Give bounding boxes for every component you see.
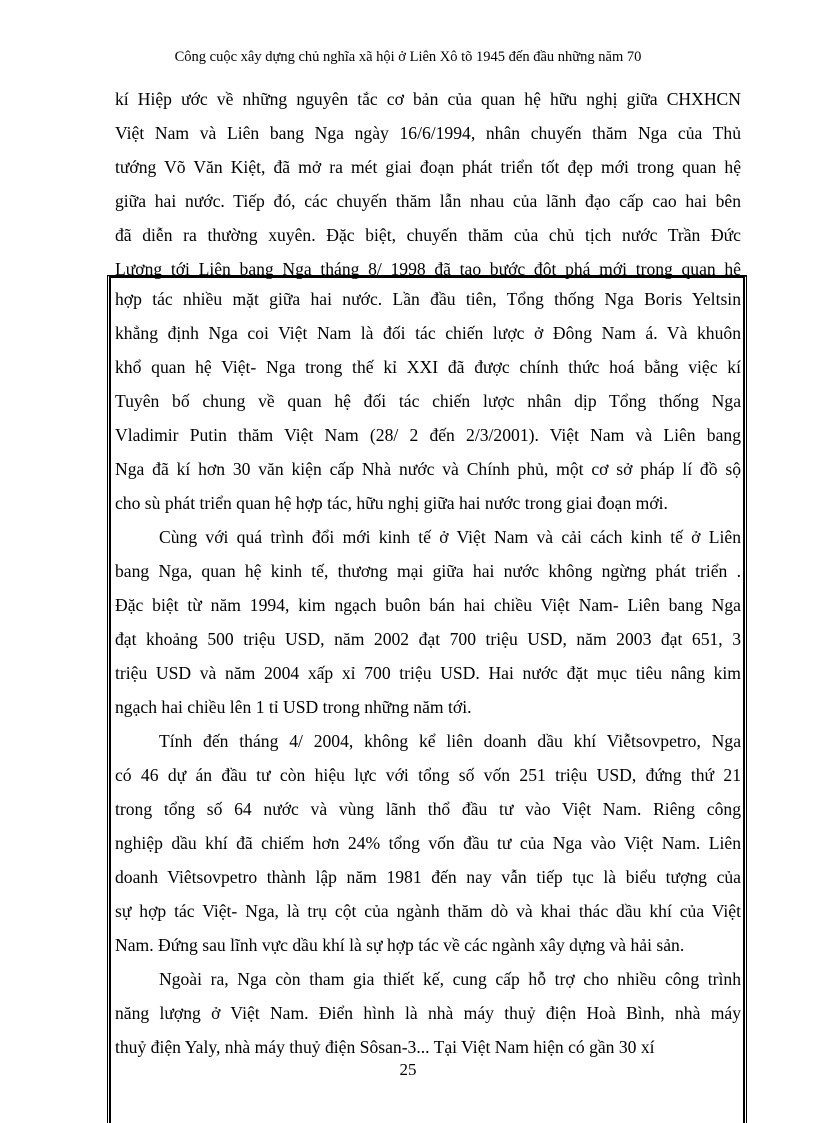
text-line: cho sù phát triển quan hệ hợp tác, hữu nghị giữa hai nước trong giai đoạn mới. [115,493,668,513]
text-line: khẳng định Nga coi Việt Nam là đối tác chiến lược ở Đông Nam á. Và khuôn [115,323,741,343]
text-line: bang Nga, quan hệ kinh tế, thương mại giữa hai nước không ngừng phát triển . [115,561,741,581]
text-line: Ngoài ra, Nga còn tham gia thiết kế, cung cấp hỗ trợ cho nhiều công trình [159,969,741,989]
text-line: Việt Nam và Liên bang Nga ngày 16/6/1994, nhân chuyến thăm Nga của Thủ [115,123,741,143]
page-border-inner-left [110,278,111,1123]
text-line: doanh Viêtsovpetro thành lập năm 1981 đến nay vẫn tiếp tục là biểu tượng của [115,867,741,887]
text-line: hợp tác nhiều mặt giữa hai nước. Lần đầu tiên, Tổng thống Nga Boris Yeltsin [115,289,741,309]
paragraph [115,282,741,520]
text-line: tướng Võ Văn Kiệt, đã mở ra mét giai đoạn phát triển tốt đẹp mới trong quan hệ [115,157,741,177]
text-line: trong tổng số 64 nước và vùng lãnh thổ đầu tư vào Việt Nam. Riêng công [115,799,741,819]
paragraph [115,962,741,1064]
framed-body-text [115,282,741,1064]
text-line: Cùng với quá trình đổi mới kinh tế ở Việt Nam và cải cách kinh tế ở Liên [159,527,741,547]
text-line: khổ quan hệ Việt- Nga trong thế kỉ XXI đã được chính thức hoá bằng việc kí [115,357,741,377]
text-line: Lương tới Liên bang Nga tháng 8/ 1998 đã tạo bước đột phá mới trong quan hệ [115,259,741,279]
text-line: ngạch hai chiều lên 1 tỉ USD trong những năm tới. [115,697,472,717]
text-line: đạt khoảng 500 triệu USD, năm 2002 đạt 700 triệu USD, năm 2003 đạt 651, 3 [115,629,741,649]
top-paragraph [115,82,741,286]
running-header: Công cuộc xây dựng chủ nghĩa xã hội ở Liên Xô tõ 1945 đến đầu những năm 70 [174,49,642,65]
text-line: năng lượng ở Việt Nam. Điển hình là nhà máy thuỷ điện Hoà Bình, nhà máy [115,1003,741,1023]
text-line: Vladimir Putin thăm Việt Nam (28/ 2 đến 2/3/2001). Việt Nam và Liên bang [115,425,741,445]
text-line: có 46 dự án đầu tư còn hiệu lực với tổng số vốn 251 triệu USD, đứng thứ 21 [115,765,741,785]
page-number: 25 [399,1060,417,1079]
text-line: đã diễn ra thường xuyên. Đặc biệt, chuyến thăm của chủ tịch nước Trần Đức [115,225,741,245]
text-line: kí Hiệp ước về những nguyên tắc cơ bản của quan hệ hữu nghị giữa CHXHCN [115,89,741,109]
text-line: Nga đã kí hơn 30 văn kiện cấp Nhà nước và Chính phủ, một cơ sở pháp lí đồ sộ [115,459,741,479]
paragraph [115,724,741,962]
text-line: giữa hai nước. Tiếp đó, các chuyến thăm lẫn nhau của lãnh đạo cấp cao hai bên [115,191,741,211]
text-line: sự hợp tác Việt- Nga, là trụ cột của ngành thăm dò và khai thác dầu khí của Việt [115,901,741,921]
text-line: Nam. Đứng sau lĩnh vực dầu khí là sự hợp tác về các ngành xây dựng và hải sản. [115,935,685,955]
page-border-inner-right [743,278,744,1123]
text-line: Tính đến tháng 4/ 2004, không kể liên doanh dầu khí Viễtsovpetro, Nga [159,731,741,751]
paragraph [115,520,741,724]
text-line: Đặc biệt từ năm 1994, kim ngạch buôn bán hai chiều Việt Nam- Liên bang Nga [115,595,741,615]
text-line: triệu USD và năm 2004 xấp xỉ 700 triệu USD. Hai nước đặt mục tiêu nâng kim [115,663,741,683]
text-line: thuỷ điện Yaly, nhà máy thuỷ điện Sôsan-3... Tại Việt Nam hiện có gần 30 xí [115,1037,655,1057]
text-line: nghiệp dầu khí đã chiếm hơn 24% tổng vốn đầu tư của Nga vào Việt Nam. Liên [115,833,741,853]
text-line: Tuyên bố chung về quan hệ đối tác chiến lược nhân dịp Tổng thống Nga [115,391,741,411]
